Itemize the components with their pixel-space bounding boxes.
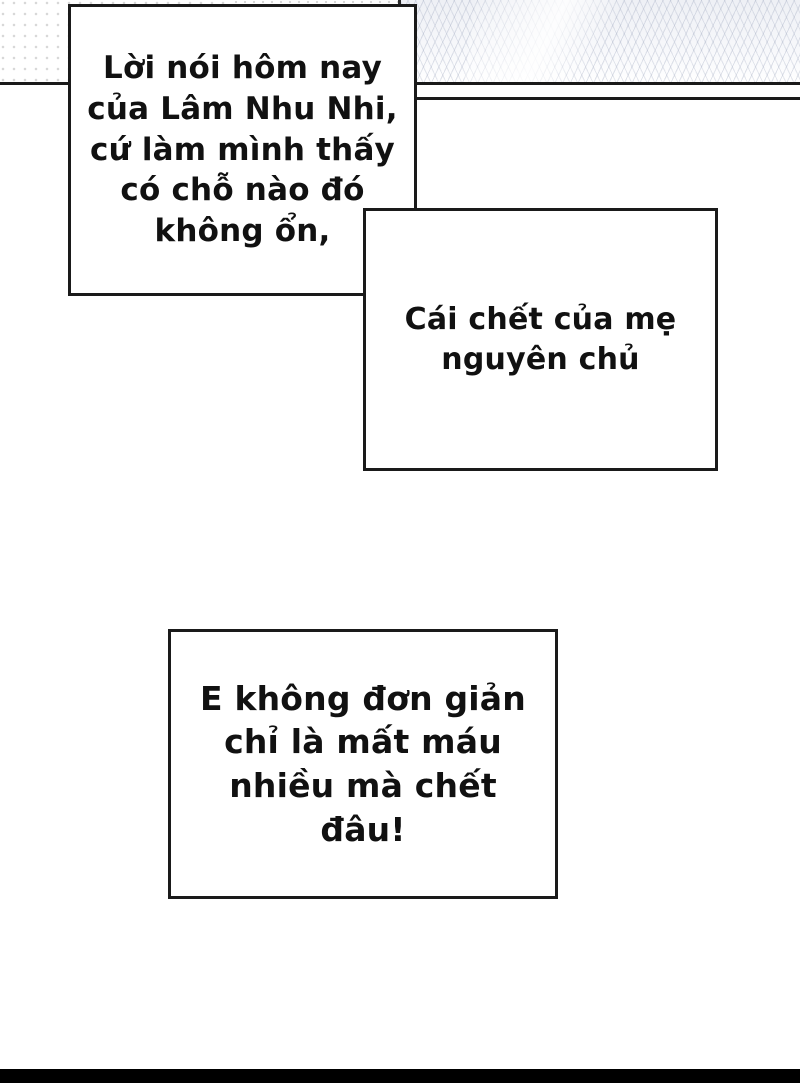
speech-bubble-2 bbox=[363, 208, 718, 471]
speech-line: không ổn, bbox=[154, 213, 331, 250]
speech-line: E không đơn giản bbox=[200, 678, 526, 718]
speech-line: Lời nói hôm nay bbox=[103, 49, 382, 86]
speech-line: của Lâm Nhu Nhi, bbox=[87, 90, 398, 127]
speech-line: nhiều mà chết bbox=[229, 766, 497, 805]
speech-line: cứ làm mình thấy bbox=[90, 131, 395, 168]
speech-line: có chỗ nào đó bbox=[120, 172, 365, 209]
speech-bubble-3 bbox=[168, 629, 558, 899]
speech-line: chỉ là mất máu bbox=[224, 722, 502, 762]
speech-line: nguyên chủ bbox=[441, 341, 640, 377]
speech-line: Cái chết của mẹ bbox=[404, 301, 677, 337]
bottom-black-strip bbox=[0, 1069, 800, 1083]
speech-line: đâu! bbox=[320, 809, 406, 849]
panel-glare bbox=[462, 0, 648, 84]
